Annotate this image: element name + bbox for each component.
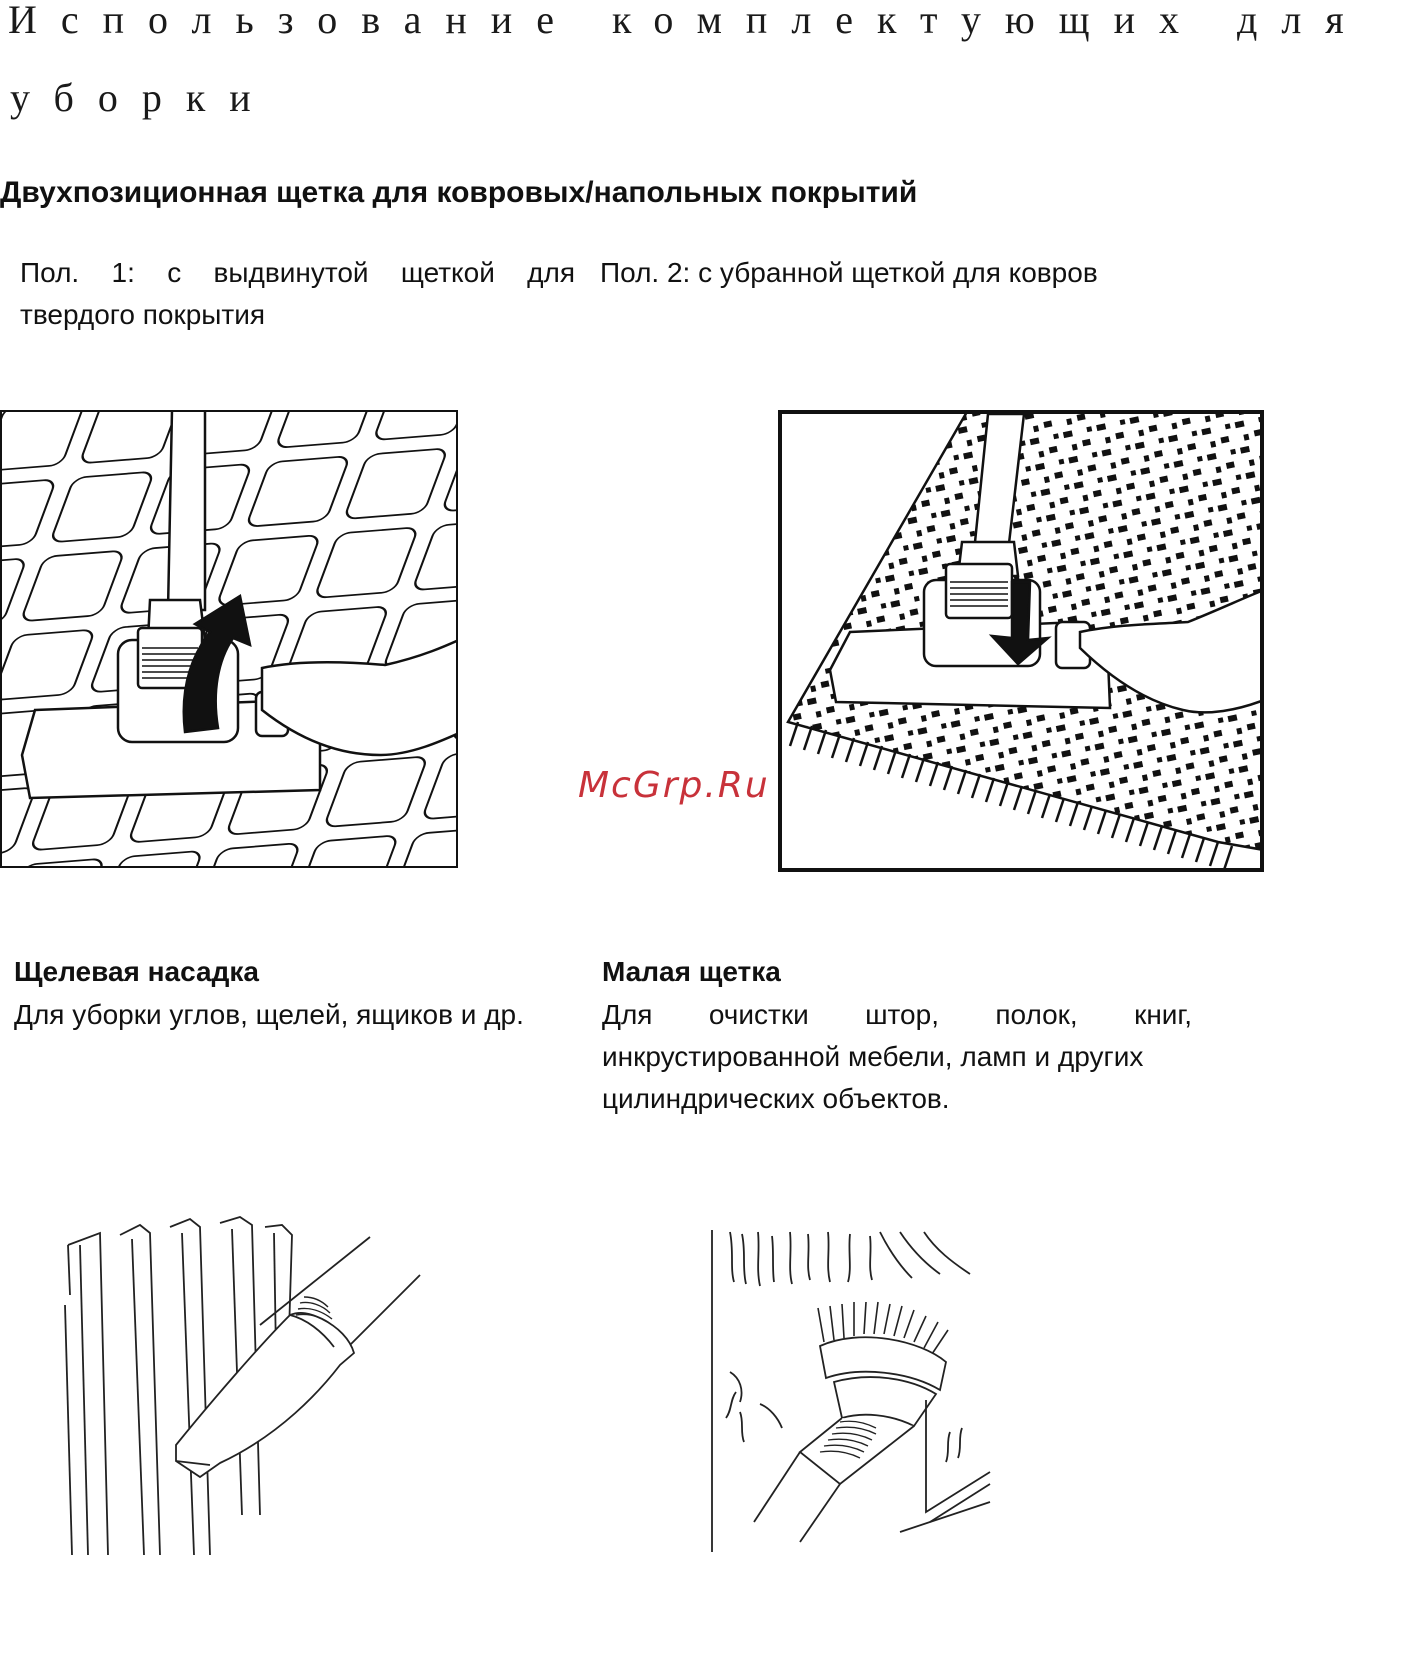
hard-floor-brush-illustration xyxy=(0,410,458,868)
position1-caption-line1: Пол. 1: с выдвинутой щеткой для xyxy=(20,257,575,288)
crevice-tool-illustration xyxy=(60,1215,440,1560)
position1-caption-line2: твердого покрытия xyxy=(20,299,266,330)
small-brush-description xyxy=(602,994,1192,1120)
position2-caption: Пол. 2: с убранной щеткой для ковров xyxy=(600,257,1098,288)
small-brush-description-line3: цилиндрических объектов. xyxy=(602,1083,950,1114)
small-brush-description-line1: Для очистки штор, полок, книг, xyxy=(602,999,1192,1030)
small-brush-title: Малая щетка xyxy=(602,956,781,987)
small-brush-description-line2: инкрустированной мебели, ламп и других xyxy=(602,1041,1144,1072)
page-title-line2: уборки xyxy=(10,75,275,120)
crevice-tool-title: Щелевая насадка xyxy=(14,956,259,987)
position1-caption xyxy=(20,252,575,336)
watermark-text: McGrp.Ru xyxy=(578,765,770,806)
section-title: Двухпозиционная щетка для ковровых/напольных покрытий xyxy=(0,176,918,209)
small-brush-illustration xyxy=(700,1222,1000,1562)
carpet-brush-illustration xyxy=(778,410,1264,872)
crevice-tool-description: Для уборки углов, щелей, ящиков и др. xyxy=(14,999,524,1030)
page-title-line1: Использование комплектующих для xyxy=(8,0,1368,42)
